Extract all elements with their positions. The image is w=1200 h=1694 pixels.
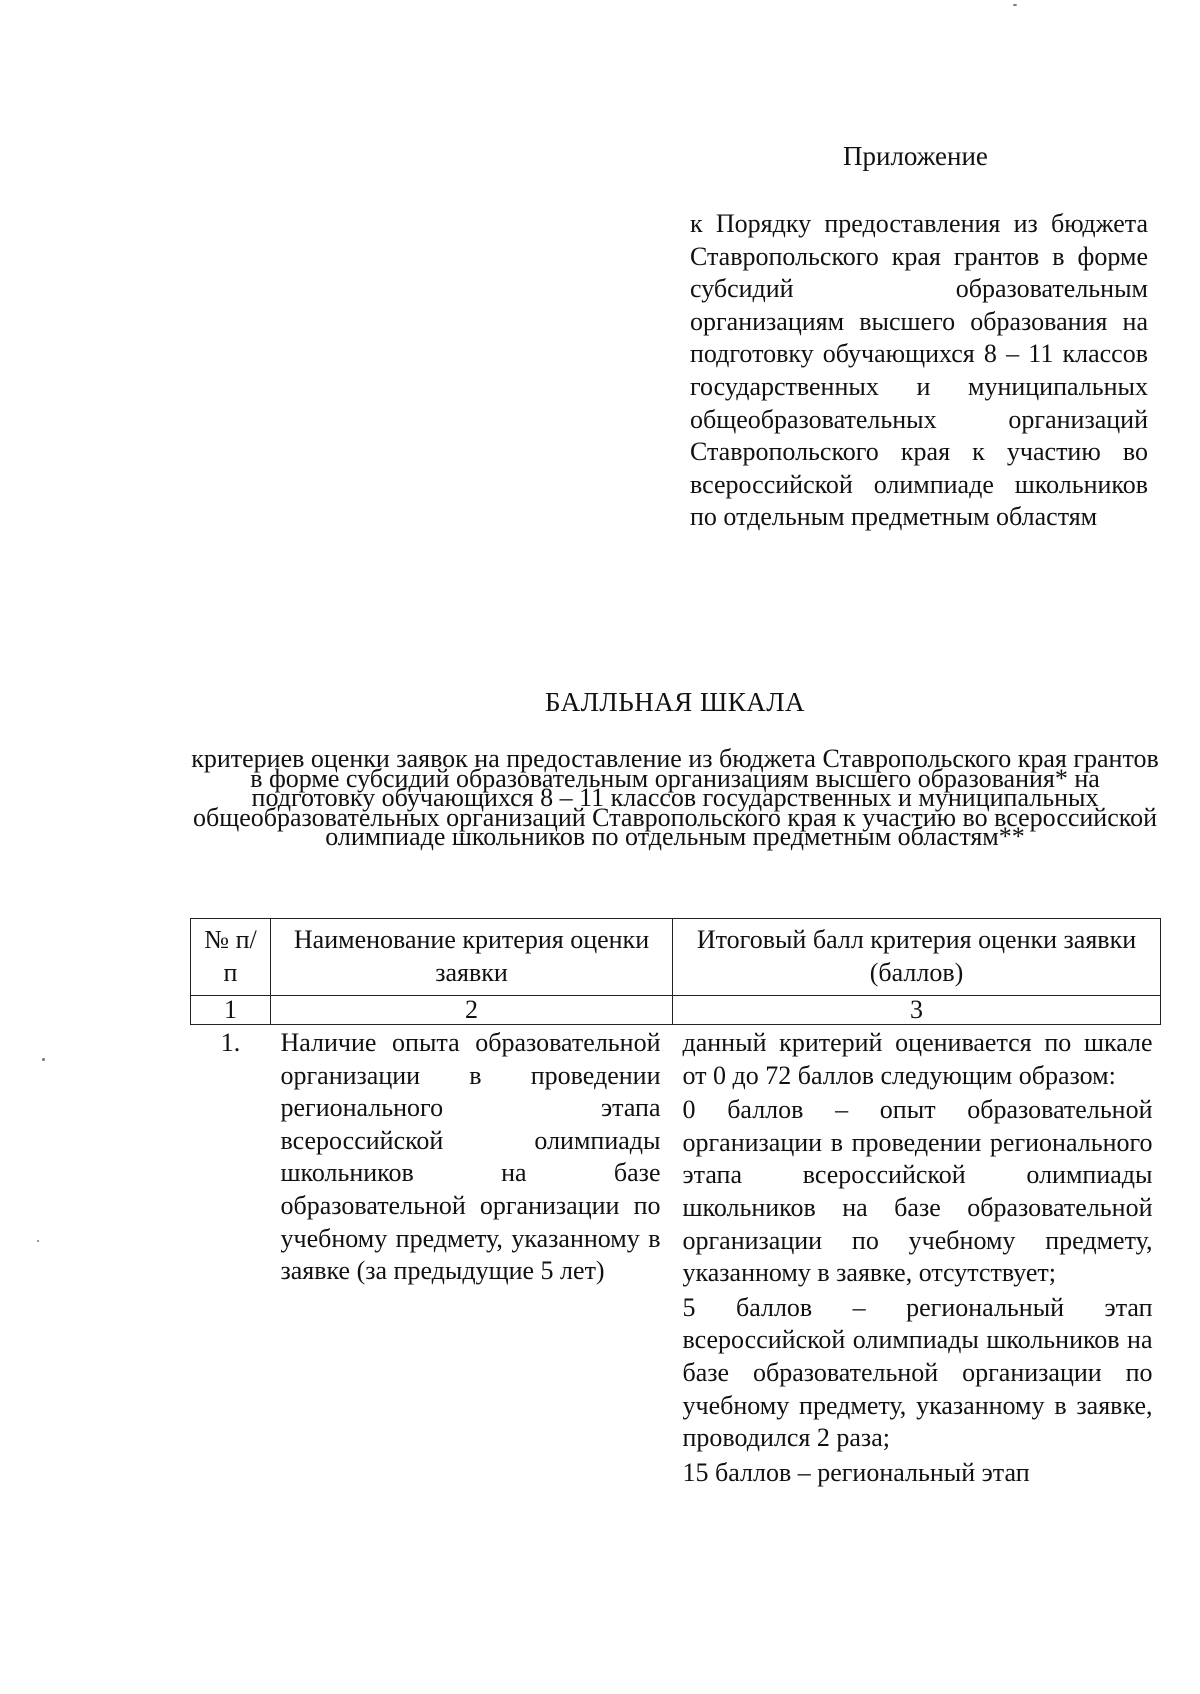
scan-speck <box>37 1240 39 1242</box>
score-paragraph: 0 баллов – опыт образовательной организации в проведении регионального этапа всероссийской олимпиады школьников на базе образовательной организации по учебному предмету, указанному в заявке, отсутствует; <box>682 1095 1153 1288</box>
row-criterion: Наличие опыта образовательной организации в проведении регионального этапа всероссийской олимпиады школьников на базе образовательной организации по учебному предмету, указанному в заявке (за предыдущие 5 лет) <box>280 1028 661 1286</box>
column-number: 1 <box>191 996 271 1025</box>
score-paragraph: 5 баллов – региональный этап всероссийской олимпиады школьников на базе образовательной организации по учебному предмету, указанному в заявке, проводился 2 раза; <box>682 1292 1153 1453</box>
scan-speck <box>42 1058 45 1061</box>
row-number: 1. <box>220 1028 241 1057</box>
scan-speck <box>1013 4 1017 6</box>
row-score-description <box>673 1025 1161 1493</box>
scale-subtitle: критериев оценки заявок на предоставление из бюджета Ставропольского края грантов в форме субсидий образовательным организациям высшего образования* на подготовку обучающихся 8 – 11 классов государственных и муниципальных общеобразовательных организаций Ставропольского края к участию во всероссийской олимпиаде школьников по отдельным предметным областям** <box>191 744 1159 852</box>
header-number: № п/п <box>191 919 271 996</box>
column-number: 2 <box>271 996 673 1025</box>
table-header-row <box>191 919 1161 996</box>
annex-text: к Порядку предоставления из бюджета Ставропольского края грантов в форме субсидий образовательным организациям высшего образования на подготовку обучающихся 8 – 11 классов государственных и муниципальных общеобразовательных организаций Ставропольского края к участию во всероссийской олимпиаде школьников по отдельным предметным областям <box>690 209 1148 532</box>
score-paragraph: данный критерий оценивается по шкале от 0 до 72 баллов следующим образом: <box>682 1028 1153 1090</box>
column-number: 3 <box>673 996 1161 1025</box>
table-row <box>191 1025 1161 1493</box>
table-column-number-row <box>191 996 1161 1025</box>
score-paragraph: 15 баллов – региональный этап <box>682 1457 1030 1487</box>
header-criterion-name: Наименование критерия оценки заявки <box>271 919 673 996</box>
annex-title: Приложение <box>843 141 988 171</box>
criteria-table <box>190 918 1161 1492</box>
scale-title: БАЛЛЬНАЯ ШКАЛА <box>544 687 806 717</box>
header-final-score: Итоговый балл критерия оценки заявки (баллов) <box>673 919 1161 996</box>
